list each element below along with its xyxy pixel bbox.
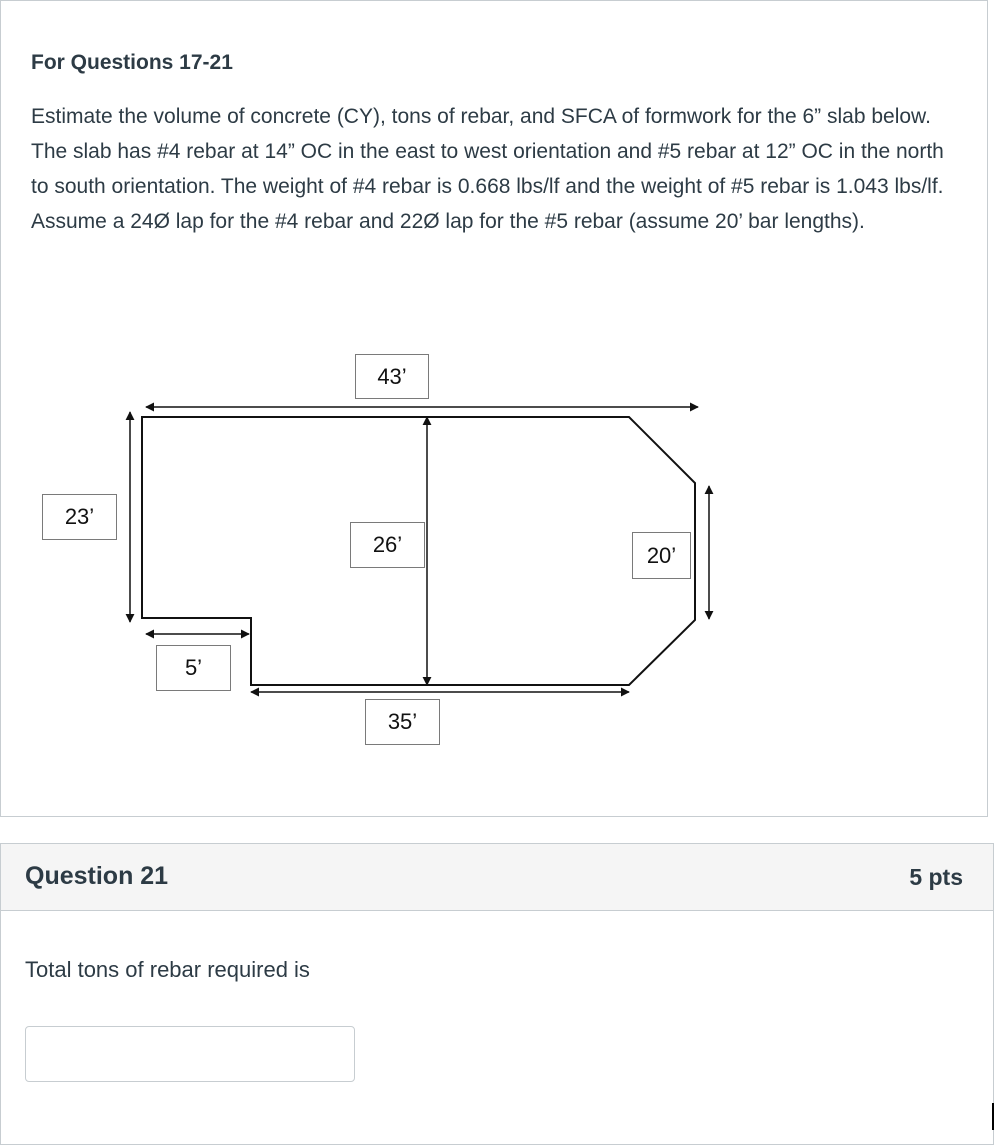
question-points: 5 pts: [909, 864, 963, 890]
slab-diagram: [1, 331, 987, 761]
top-dimension-label: 43’: [355, 354, 429, 399]
question-title: Question 21: [25, 862, 169, 890]
stem-heading: For Questions 17-21: [31, 51, 233, 74]
question-prompt: Total tons of rebar required is: [25, 957, 310, 982]
notch-dimension-label: 5’: [156, 645, 231, 691]
question-21-card: [0, 843, 994, 1145]
question-header: [1, 844, 993, 911]
middle-dimension-label: 26’: [350, 522, 425, 568]
text-cursor-mark: [992, 1103, 994, 1130]
right-dimension-label: 20’: [632, 532, 691, 579]
answer-input[interactable]: [25, 1026, 355, 1082]
left-dimension-label: 23’: [42, 494, 117, 540]
bottom-dimension-label: 35’: [365, 699, 440, 745]
stem-text: Estimate the volume of concrete (CY), tons of rebar, and SFCA of formwork for the 6” slab below. The slab has #4 rebar at 14” OC in the east to west orientation and #5 rebar at 12” OC in the north to south orientation. The weight of #4 rebar is 0.668 lbs/lf and the weight of #5 rebar is 1.043 lbs/lf. Assume a 24Ø lap for the #4 rebar and 22Ø lap for the #5 rebar (assume 20’ bar lengths).: [31, 105, 944, 233]
